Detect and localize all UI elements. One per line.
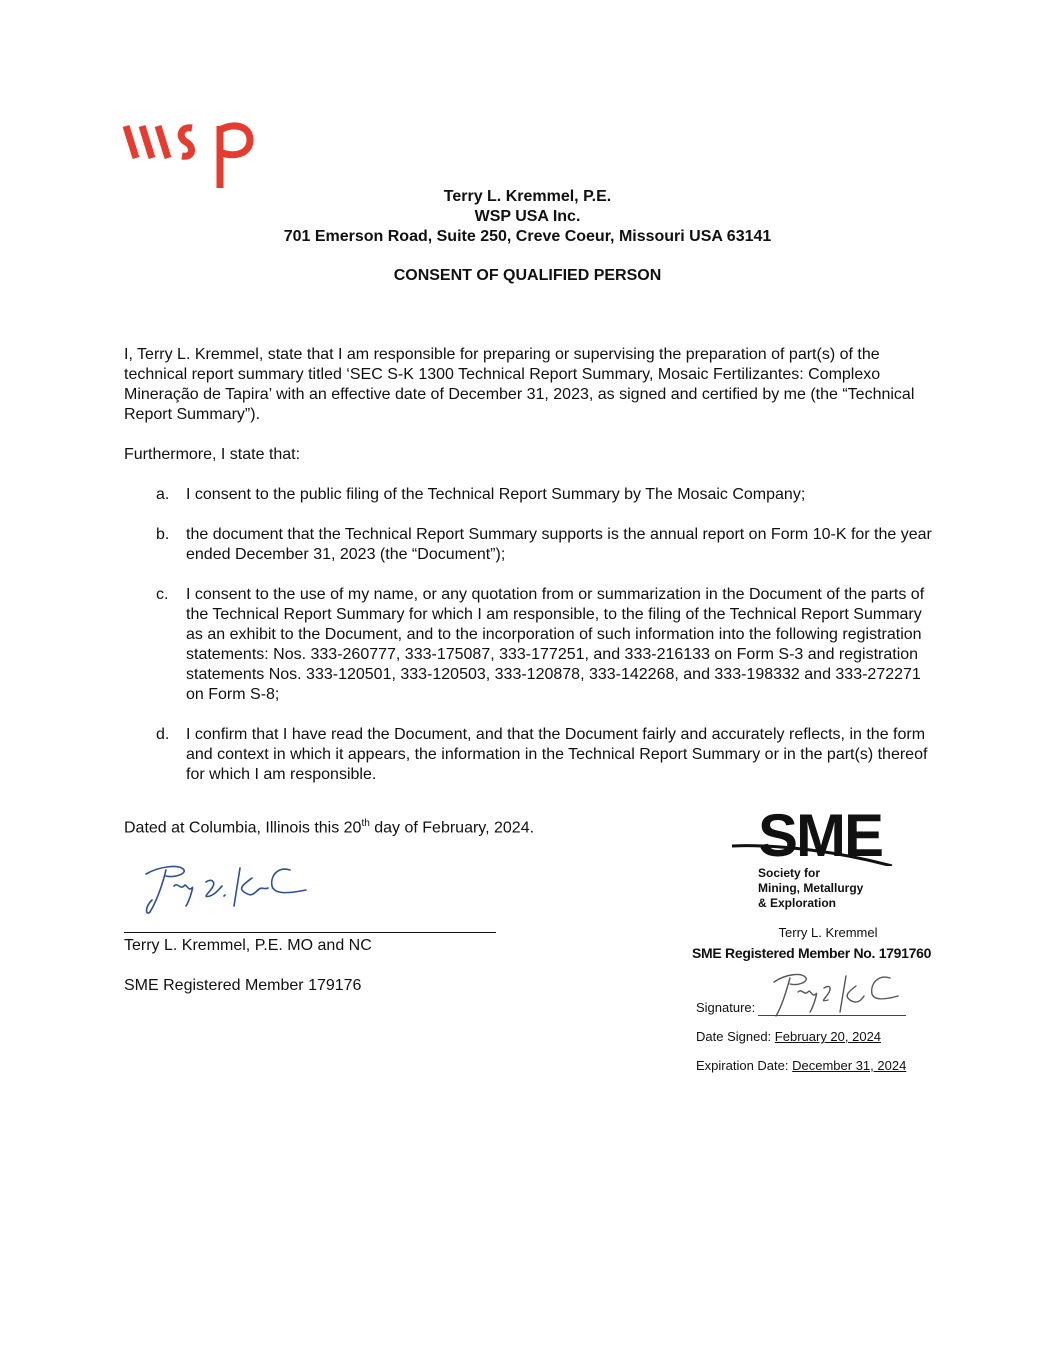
stamp-signature-line <box>758 1015 906 1016</box>
signer-name: Terry L. Kremmel, P.E. MO and NC <box>124 937 372 954</box>
furthermore-paragraph: Furthermore, I state that: <box>124 446 301 463</box>
list-marker: c. <box>156 586 169 603</box>
list-item-text: I consent to the public filing of the Technical Report Summary by The Mosaic Company; <box>186 486 806 503</box>
signature-line <box>124 932 496 933</box>
stamp-member-name: Terry L. Kremmel <box>778 925 878 940</box>
sme-stamp <box>690 800 950 1090</box>
list-marker: b. <box>156 526 170 543</box>
list-item-text: I consent to the use of my name, or any quotation from or summarization in the Document of the parts of the Technical Report Summary for which I am responsible, to the filing of the Technical Report Summary as an exhibit to the Document, and to the incorporation of such information into the following registration statements: Nos. 333-260777, 333-175087, 333-177251, and 333-216133 on Form S-3 and registration statements Nos. 333-120501, 333-120503, 333-120878, 333-142268, and 333-198332 and 333-272271 on Form S-8; <box>186 586 925 703</box>
stamp-signature-label: Signature: <box>696 1000 756 1015</box>
list-item <box>124 725 934 785</box>
stamp-expiration-date: Expiration Date: December 31, 2024 <box>696 1058 907 1073</box>
dated-line: Dated at Columbia, Illinois this 20th day of February, 2024. <box>124 818 535 837</box>
stamp-signature <box>770 966 900 1018</box>
sme-logo <box>730 800 910 866</box>
list-item <box>124 525 934 565</box>
statement-list <box>124 485 934 785</box>
list-marker: d. <box>156 726 170 743</box>
intro-paragraph: I, Terry L. Kremmel, state that I am responsible for preparing or supervising the preparation of part(s) of the technical report summary titled ‘SEC S-K 1300 Technical Report Summary, Mosaic Fertilizantes: Complexo Mineração de Tapira’ with an effective date of December 31, 2023, as signed and certified by me (the “Technical Report Summary”). <box>124 346 915 423</box>
header-block <box>0 187 1055 247</box>
stamp-registration: SME Registered Member No. 1791760 <box>692 945 932 961</box>
list-item <box>124 485 934 505</box>
sme-society-name: Society for Mining, Metallurgy & Exploration <box>758 866 864 910</box>
document-body <box>124 345 934 805</box>
handwritten-signature <box>140 856 310 916</box>
stamp-date-signed: Date Signed: February 20, 2024 <box>696 1029 882 1044</box>
list-item-text: the document that the Technical Report Summary supports is the annual report on Form 10-K for the year ended December 31, 2023 (the “Document”); <box>186 526 932 563</box>
sme-member-number: SME Registered Member 179176 <box>124 977 362 994</box>
list-item-text: I confirm that I have read the Document, and that the Document fairly and accurately reflects, in the form and context in which it appears, the information in the Technical Report Summary or in the part(s) thereof for which I am responsible. <box>186 726 928 783</box>
document-title: CONSENT OF QUALIFIED PERSON <box>393 267 662 284</box>
header-company: WSP USA Inc. <box>474 208 581 225</box>
svg-text:SME: SME <box>758 802 883 866</box>
header-address: 701 Emerson Road, Suite 250, Creve Coeur, Missouri USA 63141 <box>283 228 772 245</box>
header-name: Terry L. Kremmel, P.E. <box>443 188 612 205</box>
wsp-logo <box>122 118 262 190</box>
list-marker: a. <box>156 486 170 503</box>
list-item <box>124 585 934 705</box>
